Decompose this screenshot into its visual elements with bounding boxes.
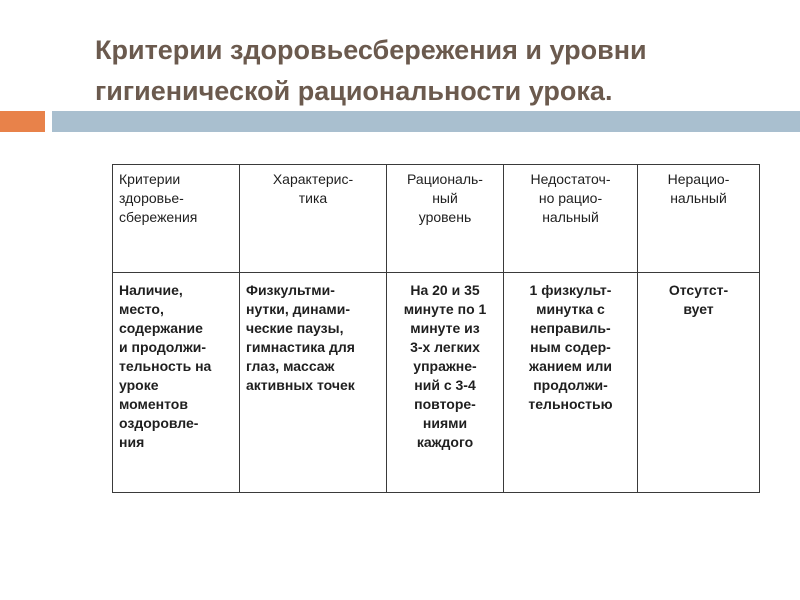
criteria-table <box>112 164 760 493</box>
header-cell-insufficient: Недостаточ- но рацио- нальный <box>504 165 638 273</box>
cell-rational: На 20 и 35 минуте по 1 минуте из 3-х легких упражне- ний с 3-4 повторе- ниями каждого <box>387 273 504 493</box>
decorative-divider <box>0 111 800 132</box>
divider-orange-block <box>0 111 45 132</box>
cell-insufficient: 1 физкульт- минутка с неправиль- ным содер- жанием или продолжи- тельностью <box>504 273 638 493</box>
table-header-row <box>113 165 760 273</box>
header-cell-characteristic: Характерис- тика <box>240 165 387 273</box>
table-row <box>113 273 760 493</box>
title-line-2: гигиенической рациональности урока. <box>95 76 613 106</box>
cell-criteria: Наличие, место, содержание и продолжи- тельность на уроке моментов оздоровле- ния <box>113 273 240 493</box>
title-line-1: Критерии здоровьесбережения и уровни <box>95 35 647 65</box>
header-cell-rational: Рациональ- ный уровень <box>387 165 504 273</box>
header-cell-irrational: Нерацио- нальный <box>638 165 760 273</box>
header-cell-criteria: Критерии здоровье- сбережения <box>113 165 240 273</box>
slide-title <box>95 30 775 112</box>
divider-blue-strip <box>52 111 800 132</box>
cell-characteristic: Физкультми- нутки, динами- ческие паузы, гимнастика для глаз, массаж активных точек <box>240 273 387 493</box>
cell-irrational: Отсутст- вует <box>638 273 760 493</box>
